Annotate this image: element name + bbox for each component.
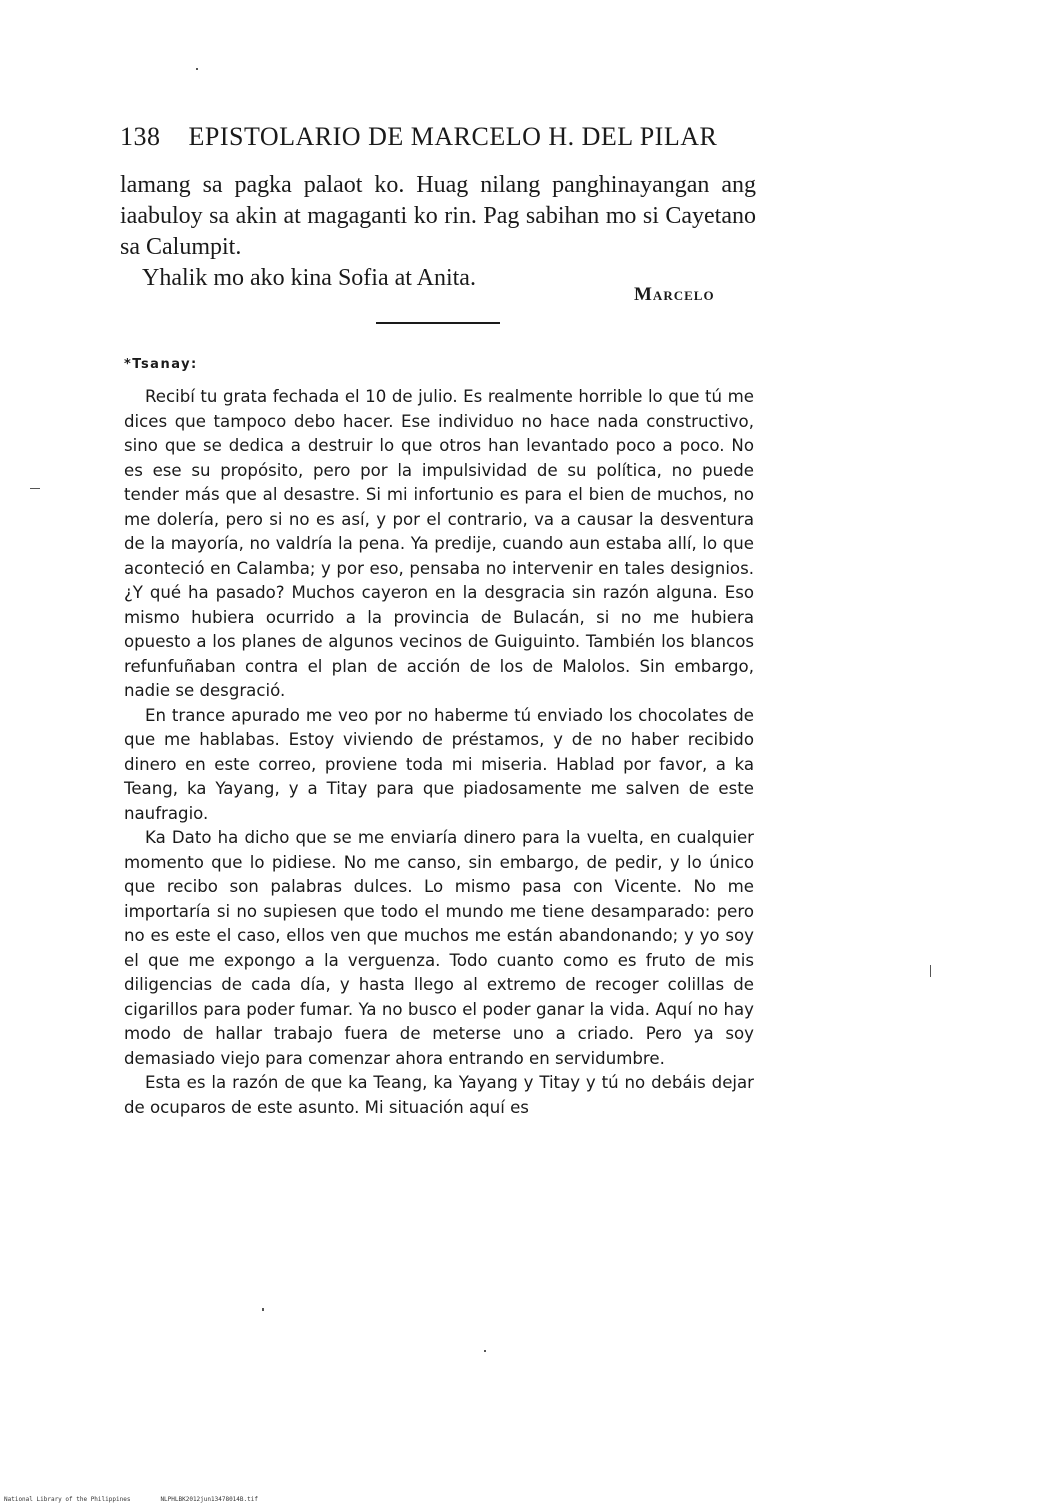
scan-speck xyxy=(262,1308,264,1311)
running-title: EPISTOLARIO DE MARCELO H. DEL PILAR xyxy=(188,122,718,151)
letter-paragraph: Recibí tu grata fechada el 10 de julio. Es realmente horrible lo que tú me dices que tampoco debo hacer. Ese individuo no hace nada constructivo, sino que se dedica a destruir lo que otros han levantado poco a poco. No es ese su propósito, pero por la impulsividad de su política, no puede tender más que al desastre. Si mi infortunio es para el bien de muchos, no me dolería, pero si no es así, y por el contrario, va a causar la desventura de la mayoría, no valdría la pena. Ya predije, cuando aun estaba allí, lo que aconteció en Calamba; y por eso, pensaba no intervenir en tales designios. ¿Y qué ha pasado? Muchos cayeron en la desgracia sin razón alguna. Eso mismo hubiera ocurrido a la provincia de Bulacán, si no me hubiera opuesto a los planes de algunos vecinos de Guiguinto. También los blancos refunfuñaban contra el plan de acción de los de Malolos. Sin embargo, nadie se desgració. xyxy=(124,387,754,700)
spanish-letter xyxy=(124,385,754,1120)
scan-speck xyxy=(196,68,198,70)
tagalog-paragraph: Yhalik mo ako kina Sofia at Anita. xyxy=(142,265,476,291)
letter-paragraph: Esta es la razón de que ka Teang, ka Yayang y Titay y tú no debáis dejar de ocuparos de este asunto. Mi situación aquí es xyxy=(124,1073,754,1117)
scan-speck xyxy=(30,488,40,489)
page-number: 138 xyxy=(120,122,161,151)
tagalog-letter xyxy=(120,170,756,294)
scan-footer xyxy=(4,1496,258,1503)
salutation: *Tsanay: xyxy=(124,357,198,372)
letter-paragraph: En trance apurado me veo por no haberme tú enviado los chocolates de que me hablabas. Estoy viviendo de préstamos, y de no haber recibido dinero en este correo, proviene toda mi miseria. Hablad por favor, a ka Teang, ka Yayang, y a Titay para que piadosamente me salven de este naufragio. xyxy=(124,705,754,823)
scan-speck xyxy=(930,965,931,977)
section-divider xyxy=(376,322,500,324)
library-credit: National Library of the Philippines xyxy=(4,1496,131,1503)
signature: Marcelo xyxy=(634,284,715,305)
file-id: NLPHLBK2012jun13478014B.tif xyxy=(160,1496,258,1503)
letter-paragraph: Ka Dato ha dicho que se me enviaría dinero para la vuelta, en cualquier momento que lo pidiese. No me canso, sin embargo, de pedir, y lo único que recibo son palabras dulces. Lo mismo pasa con Vicente. No me importaría si no supiesen que todo el mundo me tiene desamparado: pero no es este el caso, ellos ven que muchos me están abandonando; y yo soy el que me expongo a la verguenza. Todo cuanto como es fruto de mis diligencias de cada día, y hasta llego al extremo de recoger colillas de cigarillos para poder fumar. Ya no busco el poder ganar la vida. Aquí no hay modo de hallar trabajo fuera de meterse uno a criado. Pero ya soy demasiado viejo para comenzar ahora entrando en servidumbre. xyxy=(124,828,754,1068)
scan-speck xyxy=(484,1350,486,1352)
page-header xyxy=(120,122,740,152)
tagalog-paragraph: lamang sa pagka palaot ko. Huag nilang panghinayangan ang iaabuloy sa akin at magaganti ko rin. Pag sabihan mo si Cayetano sa Calumpit. xyxy=(120,172,756,260)
